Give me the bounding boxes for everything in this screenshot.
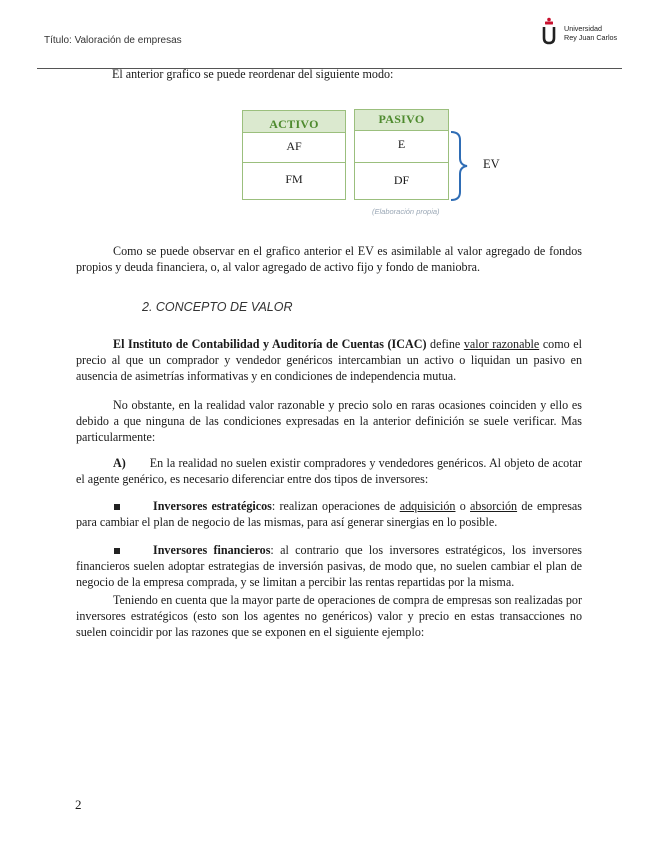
activo-cell-af: AF bbox=[243, 132, 345, 162]
icac-definition: como el precio al que un comprador y vendedor genéricos intercambian un activo o liquidan un pasivo en ausencia de asimetrías informativas y en condiciones de independencia mutua. bbox=[76, 337, 582, 383]
pasivo-column bbox=[354, 109, 449, 200]
logo-crown bbox=[545, 22, 553, 25]
activo-cell-fm: FM bbox=[243, 162, 345, 198]
point-a-label: A) bbox=[113, 456, 126, 470]
header-title: Título: Valoración de empresas bbox=[44, 35, 182, 46]
logo-u-mark bbox=[544, 27, 554, 43]
bullet-1-title: Inversores estratégicos bbox=[153, 499, 272, 513]
icac-name: El Instituto de Contabilidad y Auditoría de Cuentas (ICAC) bbox=[113, 337, 427, 351]
university-name bbox=[564, 24, 617, 42]
ev-label: EV bbox=[483, 157, 500, 171]
paragraph-icac bbox=[76, 336, 582, 384]
bullet-estrategicos bbox=[76, 498, 582, 530]
logo-line-2: Rey Juan Carlos bbox=[564, 33, 618, 42]
bullet-icon bbox=[114, 504, 120, 510]
paragraph-teniendo: Teniendo en cuenta que la mayor parte de operaciones de compra de empresas son realizadas por inversores estratégicos (esto son los agentes no genéricos) valor y precio en estas transacciones no suelen coincidir por las razones que se exponen en el siguiente ejemplo: bbox=[76, 593, 582, 639]
bullet-financieros bbox=[76, 542, 582, 590]
logo-crown-dot bbox=[547, 18, 551, 22]
bullet-1-text-b: o bbox=[455, 499, 471, 513]
valor-razonable-term: valor razonable bbox=[463, 337, 540, 351]
pasivo-cell-e: E bbox=[355, 130, 448, 162]
section-title: 2. CONCEPTO DE VALOR bbox=[142, 300, 293, 314]
point-a-text: En la realidad no suelen existir compradores y vendedores genéricos. Al objeto de acotar el agente genérico, es necesario diferenciar entre dos tipos de inversores: bbox=[76, 456, 582, 486]
bullet-1-text-a: : realizan operaciones de bbox=[271, 499, 400, 513]
bullet-icon bbox=[114, 548, 120, 554]
paragraph-no-obstante: No obstante, en la realidad valor razonable y precio solo en raras ocasiones coinciden y ello es debido a que ninguna de las condiciones expresadas en la anterior definición se suele verificar. Mas particularmente: bbox=[76, 398, 582, 444]
point-a bbox=[76, 455, 582, 487]
curly-brace-icon bbox=[450, 130, 478, 202]
logo-line-1: Universidad bbox=[564, 24, 602, 33]
pasivo-header: PASIVO bbox=[355, 110, 448, 130]
icac-mid: define bbox=[426, 337, 464, 351]
pasivo-cell-df: DF bbox=[355, 162, 448, 199]
activo-header: ACTIVO bbox=[243, 111, 345, 132]
paragraph-ev: Como se puede observar en el grafico anterior el EV es asimilable al valor agregado de fondos propios y deuda financiera, o, al valor agregado de activo fijo y fondo de maniobra. bbox=[76, 244, 582, 274]
activo-column bbox=[242, 110, 346, 200]
bullet-2-title: Inversores financieros bbox=[153, 543, 271, 557]
bullet-2-text: : al contrario que los inversores estratégicos, los inversores financieros suelen adoptar estrategias de inversión pasivas, de modo que, no suelen cambiar el plan de negocio de la empresa comprada, y se limitan a percibir las rentas repartidas por la misma. bbox=[76, 543, 582, 589]
table-caption: (Elaboración propia) bbox=[372, 207, 440, 216]
absorcion-term: absorción bbox=[470, 499, 518, 513]
page-number: 2 bbox=[75, 797, 82, 812]
bullet-1-text-c: de empresas para cambiar el plan de negocio de las mismas, para así generar sinergias en lo posible. bbox=[76, 499, 583, 529]
adquisicion-term: adquisición bbox=[399, 499, 456, 513]
intro-text: El anterior grafico se puede reordenar del siguiente modo: bbox=[112, 67, 394, 81]
